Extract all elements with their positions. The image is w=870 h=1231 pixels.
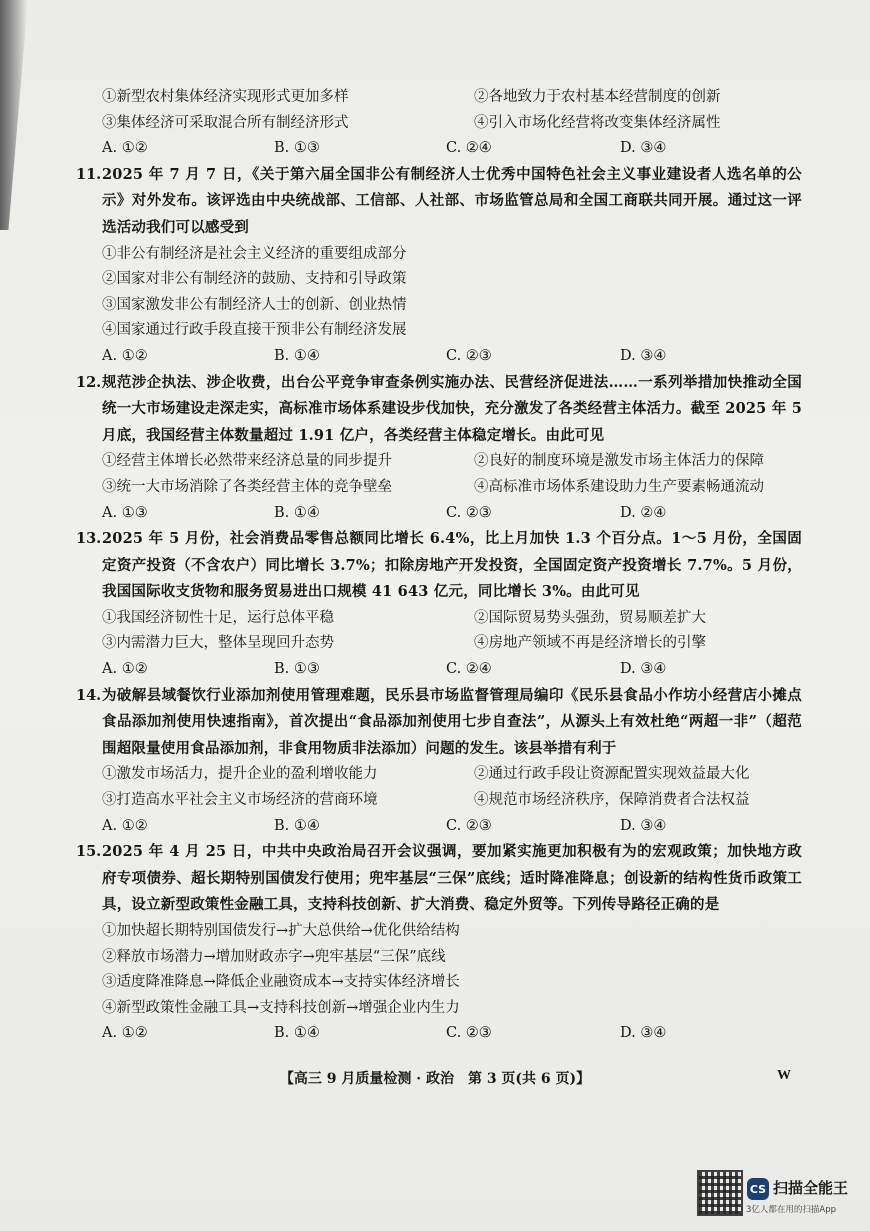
question-10-answers: [102, 136, 802, 162]
option: ①我国经济韧性十足，运行总体平稳: [102, 609, 334, 626]
answer-choice: B. ①④: [274, 1025, 320, 1042]
option: ④国家通过行政手段直接干预非公有制经济发展: [102, 322, 407, 339]
answer-choice: D. ③④: [620, 347, 667, 364]
paper-code: W: [777, 1068, 791, 1083]
option: ②释放市场潜力→增加财政赤字→兜牢基层“三保”底线: [102, 948, 446, 965]
option: ①加快超长期特别国债发行→扩大总供给→优化供给结构: [102, 923, 460, 939]
answer-choice: B. ①④: [274, 347, 320, 364]
question-stem: [76, 162, 802, 242]
question-15-options: [102, 919, 802, 1021]
option: ②各地致力于农村基本经营制度的创新: [474, 89, 721, 105]
question-13-options: [102, 606, 802, 657]
answer-choice: A. ①②: [102, 661, 148, 678]
option: ④高标准市场体系建设助力生产要素畅通流动: [474, 478, 764, 495]
question-12-options: [102, 449, 802, 500]
answer-choice: C. ②③: [446, 817, 492, 834]
question-15-answers: [102, 1021, 802, 1047]
question-text: 2025 年 7 月 7 日，《关于第六届全国非公有制经济人士优秀中国特色社会主义事业建设者人选名单的公示》对外发布。该评选由中央统战部、工信部、人社部、市场监管总局和全国工商联共同开展。通过这一评选活动我们可以感受到: [102, 165, 802, 236]
answer-choice: A. ①②: [102, 140, 148, 157]
answer-choice: D. ③④: [620, 661, 667, 678]
question-12-answers: [102, 501, 802, 527]
question-12: [76, 370, 802, 527]
option: ④新型政策性金融工具→支持科技创新→增强企业内生力: [102, 999, 460, 1016]
question-stem: [76, 683, 802, 763]
answer-choice: B. ①④: [274, 817, 320, 834]
camscanner-logo-icon: CS: [747, 1178, 769, 1200]
answer-choice: D. ②④: [620, 504, 667, 521]
option: ④房地产领域不再是经济增长的引擎: [474, 635, 706, 652]
option: ④引入市场化经营将改变集体经济属性: [474, 114, 721, 131]
page-footer: 【高三 9 月质量检测 · 政治 第 3 页(共 6 页)】: [279, 1071, 591, 1087]
question-11-answers: [102, 344, 802, 370]
answer-choice: C. ②④: [446, 661, 492, 678]
question-number: 11.: [76, 165, 102, 183]
question-stem: [76, 839, 802, 919]
question-text: 2025 年 5 月份，社会消费品零售总额同比增长 6.4%，比上月加快 1.3 个百分点。1～5 月份，全国固定资产投资（不含农户）同比增长 3.7%；扣除房地产开发投资，全国固定资产投资增长 7.7%。5 月份，我国国际收支货物和服务贸易进出口规模 41 643 亿元，同比增长 3%。由此可见: [102, 530, 802, 601]
answer-choice: C. ②④: [446, 140, 492, 157]
question-14-answers: [102, 814, 802, 840]
answer-choice: D. ③④: [620, 1025, 667, 1042]
option: ③内需潜力巨大，整体呈现回升态势: [102, 635, 334, 652]
option: ①新型农村集体经济实现形式更加多样: [102, 89, 349, 105]
option: ③集体经济可采取混合所有制经济形式: [102, 114, 349, 131]
question-stem: [76, 526, 802, 606]
question-number: 14.: [76, 686, 102, 704]
question-11-options: [102, 242, 802, 344]
option: ②良好的制度环境是激发市场主体活力的保障: [474, 453, 764, 470]
question-11: [76, 162, 802, 370]
answer-choice: B. ①④: [274, 504, 320, 521]
answer-choice: C. ②③: [446, 1025, 492, 1042]
question-number: 12.: [76, 373, 102, 391]
option: ①激发市场活力，提升企业的盈利增收能力: [102, 766, 378, 783]
option: ④规范市场经济秩序，保障消费者合法权益: [474, 792, 750, 809]
question-number: 13.: [76, 530, 102, 548]
option: ②国家对非公有制经济的鼓励、支持和引导政策: [102, 271, 407, 288]
scanner-tagline: 3亿人都在用的扫描App: [746, 1205, 837, 1215]
question-number: 15.: [76, 843, 102, 861]
question-text: 2025 年 4 月 25 日，中共中央政治局召开会议强调，要加紧实施更加积极有为的宏观政策；加快地方政府专项债券、超长期特别国债发行使用；兜牢基层“三保”底线；适时降准降息；创设新的结构性货币政策工具，设立新型政策性金融工具，支持科技创新、扩大消费、稳定外贸等。下列传导路径正确的是: [102, 843, 802, 914]
option: ③国家激发非公有制经济人士的创新、创业热情: [102, 296, 407, 313]
option: ③统一大市场消除了各类经营主体的竞争壁垒: [102, 478, 392, 495]
question-10: [102, 85, 802, 162]
answer-choice: B. ①③: [274, 140, 320, 157]
question-text: 规范涉企执法、涉企收费，出台公平竞争审查条例实施办法、民营经济促进法……一系列举措加快推动全国统一大市场建设走深走实，高标准市场体系建设步伐加快，充分激发了各类经营主体活力。截至 2025 年 5 月底，我国经营主体数量超过 1.91 亿户，各类经营主体稳定增长。由此可见: [102, 373, 802, 444]
answer-choice: A. ①②: [102, 1025, 148, 1042]
answer-choice: A. ①③: [102, 504, 148, 521]
option: ③打造高水平社会主义市场经济的营商环境: [102, 792, 378, 809]
question-13-answers: [102, 657, 802, 683]
option: ②通过行政手段让资源配置实现效益最大化: [474, 766, 750, 783]
option: ①经营主体增长必然带来经济总量的同步提升: [102, 453, 392, 470]
question-stem: [76, 370, 802, 450]
answer-choice: C. ②③: [446, 347, 492, 364]
question-content: [76, 85, 802, 1047]
question-15: [76, 839, 802, 1047]
option: ①非公有制经济是社会主义经济的重要组成部分: [102, 245, 407, 262]
answer-choice: A. ①②: [102, 347, 148, 364]
question-14-options: [102, 762, 802, 813]
scanner-app-name: 扫描全能王: [773, 1179, 849, 1197]
answer-choice: A. ①②: [102, 817, 148, 834]
question-10-options: [102, 85, 802, 136]
answer-choice: C. ②③: [446, 504, 492, 521]
answer-choice: B. ①③: [274, 661, 320, 678]
option: ②国际贸易势头强劲，贸易顺差扩大: [474, 609, 706, 626]
qr-code-icon: [697, 1170, 743, 1216]
option: ③适度降准降息→降低企业融资成本→支持实体经济增长: [102, 974, 460, 991]
answer-choice: D. ③④: [620, 817, 667, 834]
question-13: [76, 526, 802, 683]
question-14: [76, 683, 802, 840]
question-text: 为破解县域餐饮行业添加剂使用管理难题，民乐县市场监督管理局编印《民乐县食品小作坊小经营店小摊点食品添加剂使用快速指南》，首次提出“食品添加剂使用七步自查法”，从源头上有效杜绝“两超一非”（超范围超限量使用食品添加剂，非食用物质非法添加）问题的发生。该县举措有利于: [102, 686, 802, 757]
scan-shadow: [0, 0, 28, 230]
answer-choice: D. ③④: [620, 140, 667, 157]
